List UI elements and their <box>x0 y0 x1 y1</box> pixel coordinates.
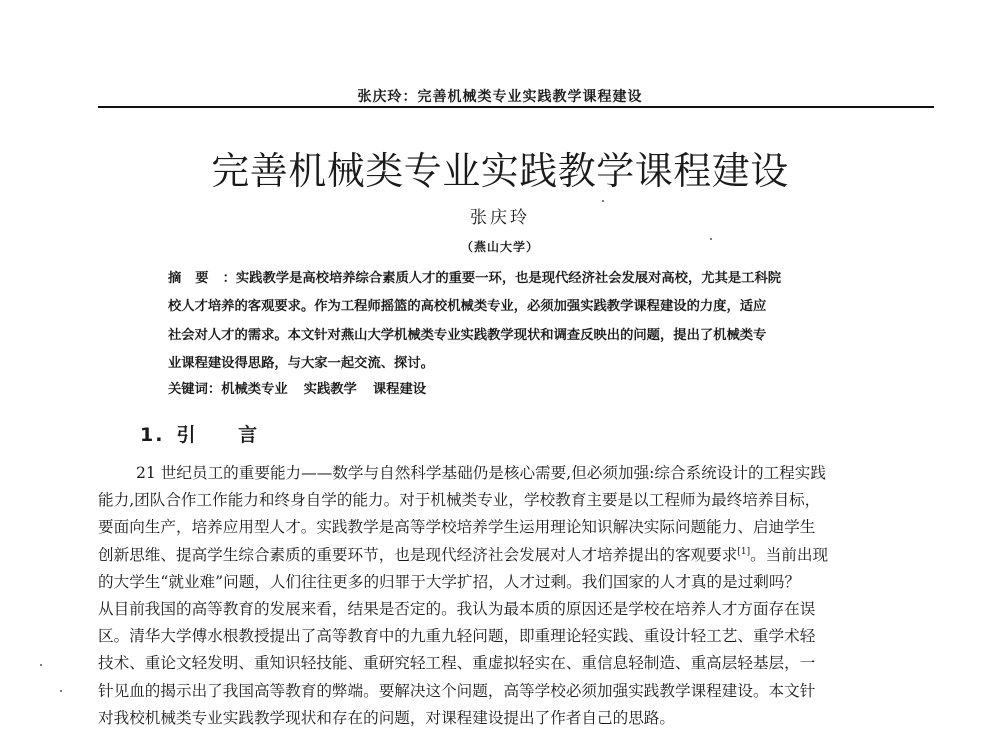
abstract-line: 业课程建设得思路，与大家一起交流、探讨。 <box>168 355 434 371</box>
citation-ref: [1] <box>737 546 751 557</box>
body-line: 技术、重论文轻发明、重知识轻技能、重研究轻工程、重虚拟轻实在、重信息轻制造、重高层轻基层，一 <box>98 654 816 673</box>
body-line: 21 世纪员工的重要能力——数学与自然科学基础仍是核心需要,但必须加强:综合系统设计的工程实践 <box>136 464 826 482</box>
keywords-label: 关键词： <box>168 382 222 397</box>
author-affiliation: （燕山大学） <box>460 240 539 254</box>
abstract-line <box>168 265 873 293</box>
body-line: 对我校机械类专业实践教学现状和存在的问题，对课程建设提出了作者自己的思路。 <box>98 708 675 727</box>
body-line: 从目前我国的高等教育的发展来看，结果是否定的。我认为最本质的原因还是学校在培养人才方面存在误 <box>98 600 816 619</box>
scan-speck <box>60 690 62 692</box>
abstract-text: ：实践教学是高校培养综合素质人才的重要一环，也是现代经济社会发展对高校，尤其是工科院 <box>222 271 782 286</box>
author-name: 张庆玲 <box>470 208 530 228</box>
article-title: 完善机械类专业实践教学课程建设 <box>211 149 789 193</box>
abstract-line: 社会对人才的需求。本文针对燕山大学机械类专业实践教学现状和调查反映出的问题，提出了机械类专 <box>168 327 767 343</box>
body-line-tail: 。当前出现 <box>750 545 829 564</box>
abstract <box>168 265 873 378</box>
section-title: 引 言 <box>176 424 276 446</box>
keyword: 课程建设 <box>372 382 427 397</box>
body-line-with-citation <box>98 542 938 569</box>
header-rule <box>98 106 934 108</box>
abstract-line: 校人才培养的客观要求。作为工程师摇篮的高校机械类专业，必须加强实践教学课程建设的力度，适应 <box>168 299 767 315</box>
keyword: 机械类专业 <box>221 382 288 397</box>
scan-speck <box>40 664 42 666</box>
abstract-label: 摘要 <box>168 271 223 286</box>
scan-speck <box>602 200 604 202</box>
body-line: 的大学生“就业难”问题，人们往往更多的归罪于大学扩招，人才过剩。我们国家的人才真的是过剩吗？ <box>98 572 801 591</box>
body-line: 区。清华大学傅水根教授提出了高等教育中的九重九轻问题，即重理论轻实践、重设计轻工艺、重学术轻 <box>98 627 816 646</box>
body-line: 创新思维、提高学生综合素质的重要环节，也是现代经济社会发展对人才培养提出的客观要求 <box>98 545 738 564</box>
body-line: 针见血的揭示出了我国高等教育的弊端。要解决这个问题，高等学校必须加强实践教学课程建设。本文针 <box>98 681 816 700</box>
scan-speck <box>710 238 712 240</box>
running-head: 张庆玲：完善机械类专业实践教学课程建设 <box>357 89 643 105</box>
body-line: 要面向生产，培养应用型人才。实践教学是高等学校培养学生运用理论知识解决实际问题能力、启迪学生 <box>98 518 816 537</box>
keyword: 实践教学 <box>303 382 357 397</box>
keywords <box>168 378 442 397</box>
section-heading <box>140 420 275 447</box>
body-line: 能力,团队合作工作能力和终身自学的能力。对于机械类专业，学校教育主要是以工程师为最终培养目标， <box>98 491 821 510</box>
body-paragraph <box>98 460 938 732</box>
section-number: 1. <box>140 424 165 446</box>
